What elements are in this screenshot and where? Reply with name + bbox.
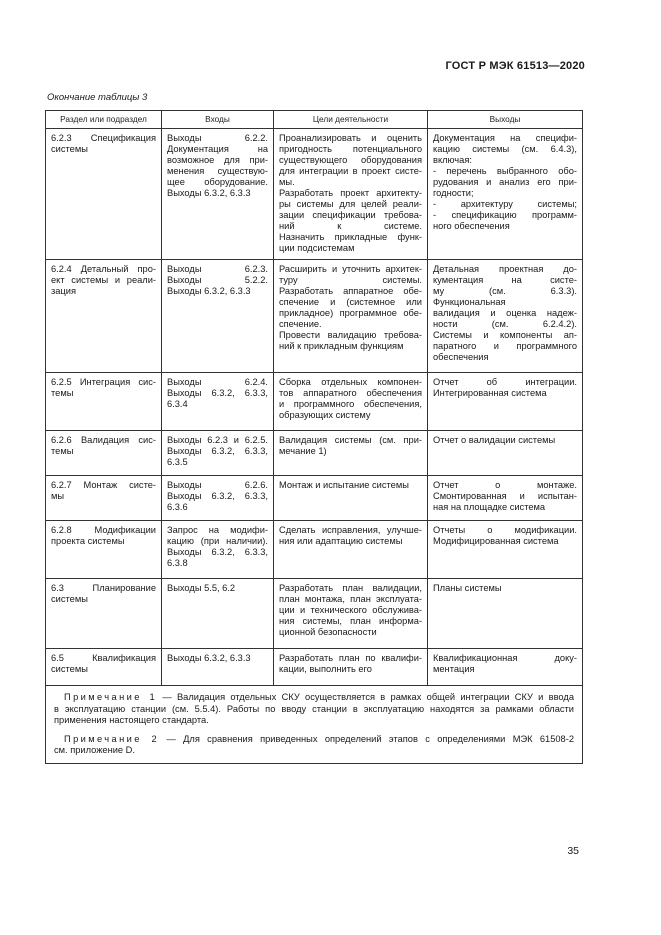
cell-text-line: - перечень выбранного обо- — [433, 166, 577, 176]
cell-text-line: проекта системы — [51, 536, 125, 546]
cell-text-line: Выходы 6.2.3. — [167, 264, 268, 274]
cell-text-line: план монтажа, план эксплуата- — [279, 594, 422, 604]
standard-header: ГОСТ Р МЭК 61513—2020 — [445, 60, 585, 72]
cell-text-line: ры системы для целей реали- — [279, 199, 422, 209]
cell-text-line: Запрос на модифи- — [167, 525, 268, 535]
cell-text-line: спечение и (системное или — [279, 297, 422, 307]
cell-text-line: спечение. — [279, 319, 322, 329]
cell-text-line: мы — [51, 491, 65, 501]
cell-text-line: Квалификационная доку- — [433, 653, 577, 663]
table-row — [46, 579, 583, 649]
table-cell-outputs — [428, 649, 583, 686]
table-cell-inputs — [162, 579, 274, 649]
cell-text-line: существующего оборудования — [279, 155, 422, 165]
note-label: Примечание 2 — [64, 733, 160, 744]
cell-text-line: - архитектуру системы; — [433, 199, 577, 209]
cell-text-line: 6.2.8 Модификации — [51, 525, 156, 535]
cell-text-line: 6.3.4 — [167, 399, 188, 409]
cell-text-line: му (см. 6.3.3). — [433, 286, 577, 296]
cell-text-line: Выходы 6.2.6. — [167, 480, 268, 490]
cell-text-line: Смонтированная и испытан- — [433, 491, 577, 501]
cell-text-line: мечание 1) — [279, 446, 327, 456]
cell-text-line: прикладное) программное обе- — [279, 308, 422, 318]
table-cell-section — [46, 373, 162, 431]
table-cell-section — [46, 260, 162, 373]
cell-text-line: Выходы 6.3.2, 6.3.3, — [167, 491, 268, 501]
cell-text-line: для интеграции в проект систе- — [279, 166, 422, 176]
note-text-line: в эксплуатацию станции (см. 5.5.4). Работы по вводу станции в эксплуатацию находятся за рамками области — [54, 703, 574, 714]
notes-row — [46, 686, 583, 764]
cell-text-line: Функциональная — [433, 297, 506, 307]
page-number: 35 — [567, 845, 579, 857]
cell-text-line: 6.3.5 — [167, 457, 188, 467]
cell-text-line: включая: — [433, 155, 472, 165]
note-text-line — [54, 692, 574, 704]
cell-text-line: ний к прикладным функциям — [279, 341, 404, 351]
cell-text-line: - спецификацию программ- — [433, 210, 577, 220]
cell-text-line: ционной безопасности — [279, 627, 377, 637]
cell-text-line: Отчеты о модификации. — [433, 525, 577, 535]
cell-text-line: и программного обеспечения, — [279, 399, 422, 409]
cell-text-line: туру системы. — [279, 275, 422, 285]
table-cell-outputs — [428, 129, 583, 260]
cell-text-line: Выходы 6.3.2, 6.3.3, — [167, 446, 268, 456]
cell-text-line: щее оборудование. — [167, 177, 268, 187]
cell-text-line: Выходы 6.3.2, 6.3.3 — [167, 188, 251, 198]
table-cell-inputs — [162, 649, 274, 686]
cell-text-line: образующих систему — [279, 410, 371, 420]
cell-text-line: Интегрированная система — [433, 388, 547, 398]
cell-text-line: Выходы 6.3.2, 6.3.3, — [167, 547, 268, 557]
cell-text-line: мы. — [279, 177, 295, 187]
cell-text-line: системы — [51, 664, 88, 674]
table-cell-goals — [274, 260, 428, 373]
cell-text-line: ции подсистемам — [279, 243, 355, 253]
table-cell-goals — [274, 476, 428, 521]
cell-text-line: Выходы 6.2.3 и 6.2.5. — [167, 435, 268, 445]
cell-text-line: системы — [51, 594, 88, 604]
cell-text-line: Разработать план по квалифи- — [279, 653, 422, 663]
cell-text-line: кацию (при наличии). — [167, 536, 268, 546]
note-label: Примечание 1 — [64, 692, 158, 702]
cell-text-line: кументация на систе- — [433, 275, 577, 285]
table-cell-inputs — [162, 373, 274, 431]
cell-text-line: 6.3.8 — [167, 558, 188, 568]
note-text: — Валидация отдельных СКУ осуществляется в рамках общей интеграции СКУ и ввода — [162, 692, 574, 702]
table-cell-goals — [274, 521, 428, 579]
cell-text-line: 6.2.3 Спецификация — [51, 133, 156, 143]
table-cell-inputs — [162, 521, 274, 579]
cell-text-line: возможное для при- — [167, 155, 268, 165]
table-cell-section — [46, 129, 162, 260]
cell-text-line: Валидация системы (см. при- — [279, 435, 422, 445]
table-cell-goals — [274, 373, 428, 431]
table-cell-section — [46, 521, 162, 579]
table-row — [46, 431, 583, 476]
cell-text-line: кации, выполнить его — [279, 664, 372, 674]
cell-text-line: 6.2.6 Валидация сис- — [51, 435, 156, 445]
cell-text-line: Разработать аппаратное обе- — [279, 286, 422, 296]
cell-text-line: Расширить и уточнить архитек- — [279, 264, 422, 274]
cell-text-line: Выходы 6.3.2, 6.3.3 — [167, 286, 251, 296]
table-cell-section — [46, 579, 162, 649]
cell-text-line: ная на площадке система — [433, 502, 546, 512]
cell-text-line: тов аппаратного обеспечения — [279, 388, 422, 398]
cell-text-line: Разработать проект архитекту- — [279, 188, 422, 198]
table-cell-goals — [274, 431, 428, 476]
cell-text-line: кацию системы (см. 6.4.3), — [433, 144, 577, 154]
cell-text-line: Отчет о монтаже. — [433, 480, 577, 490]
cell-text-line: темы — [51, 388, 74, 398]
column-header-section: Раздел или подраздел — [46, 111, 162, 129]
cell-text-line: 6.2.7 Монтаж систе- — [51, 480, 156, 490]
cell-text-line: системы — [51, 144, 88, 154]
cell-text-line: Выходы 6.3.2, 6.3.3, — [167, 388, 268, 398]
cell-text-line: паратного и программного — [433, 341, 577, 351]
table-cell-outputs — [428, 521, 583, 579]
cell-text-line: зация — [51, 286, 76, 296]
table-row — [46, 373, 583, 431]
table-row — [46, 129, 583, 260]
cell-text-line: Отчет о валидации системы — [433, 435, 556, 445]
column-header-inputs: Входы — [162, 111, 274, 129]
table-cell-inputs — [162, 260, 274, 373]
table-cell-inputs — [162, 476, 274, 521]
note-text: — Для сравнения приведенных определений этапов с определениями МЭК 61508-2 — [166, 733, 574, 744]
cell-text-line: ний к системе. — [279, 221, 422, 231]
cell-text-line: Выходы 6.2.4. — [167, 377, 268, 387]
cell-text-line: ции и технического обслужива- — [279, 605, 422, 615]
table-row — [46, 476, 583, 521]
cell-text-line: Выходы 5.2.2. — [167, 275, 268, 285]
note-text-line: см. приложение D. — [54, 745, 135, 755]
table-cell-section — [46, 649, 162, 686]
notes-cell — [46, 686, 583, 764]
cell-text-line: зации спецификации требова- — [279, 210, 422, 220]
cell-text-line: ект системы и реали- — [51, 275, 156, 285]
cell-text-line: Монтаж и испытание системы — [279, 480, 409, 490]
table-cell-outputs — [428, 373, 583, 431]
cell-text-line: Назначить прикладные функ- — [279, 232, 422, 242]
cell-text-line: Выходы 6.3.2, 6.3.3 — [167, 653, 251, 663]
table-cell-inputs — [162, 431, 274, 476]
cell-text-line: Разработать план валидации, — [279, 583, 422, 593]
table-row — [46, 521, 583, 579]
table-cell-section — [46, 431, 162, 476]
table-cell-outputs — [428, 579, 583, 649]
column-header-outputs: Выходы — [428, 111, 583, 129]
table-row — [46, 649, 583, 686]
cell-text-line: пригодность потенциального — [279, 144, 422, 154]
cell-text-line: рудования и анализ его при- — [433, 177, 577, 187]
table-note — [54, 734, 574, 757]
table-caption: Окончание таблицы 3 — [47, 92, 148, 103]
cell-text-line: ния или адаптацию системы — [279, 536, 403, 546]
column-header-goals: Цели деятельности — [274, 111, 428, 129]
cell-text-line: Выходы 5.5, 6.2 — [167, 583, 236, 593]
cell-text-line: 6.5 Квалификация — [51, 653, 156, 663]
table-cell-goals — [274, 129, 428, 260]
table-cell-outputs — [428, 476, 583, 521]
cell-text-line: 6.3.6 — [167, 502, 188, 512]
cell-text-line: 6.2.5 Интеграция сис- — [51, 377, 156, 387]
table-header-row — [46, 111, 583, 129]
cell-text-line: Отчет об интеграции. — [433, 377, 577, 387]
cell-text-line: Выходы 6.2.2. — [167, 133, 268, 143]
table-cell-goals — [274, 579, 428, 649]
note-text-line — [54, 734, 574, 746]
cell-text-line: 6.3 Планирование — [51, 583, 156, 593]
table-cell-outputs — [428, 260, 583, 373]
cell-text-line: Модифицированная система — [433, 536, 559, 546]
cell-text-line: Детальная проектная до- — [433, 264, 577, 274]
note-text-line: применения настоящего стандарта. — [54, 715, 209, 725]
table-cell-outputs — [428, 431, 583, 476]
cell-text-line: Планы системы — [433, 583, 502, 593]
table-cell-inputs — [162, 129, 274, 260]
cell-text-line: Сборка отдельных компонен- — [279, 377, 422, 387]
cell-text-line: ния системы, план информа- — [279, 616, 422, 626]
requirements-table — [45, 110, 583, 764]
cell-text-line: ного обеспечения — [433, 221, 510, 231]
cell-text-line: годности; — [433, 188, 474, 198]
cell-text-line: Документация на специфи- — [433, 133, 577, 143]
cell-text-line: ментация — [433, 664, 475, 674]
cell-text-line: Документация на — [167, 144, 268, 154]
cell-text-line: Провести валидацию требова- — [279, 330, 422, 340]
table-body — [46, 129, 583, 686]
cell-text-line: 6.2.4 Детальный про- — [51, 264, 156, 274]
cell-text-line: обеспечения — [433, 352, 489, 362]
cell-text-line: ности (см. 6.2.4.2). — [433, 319, 577, 329]
table-cell-goals — [274, 649, 428, 686]
table-note — [54, 692, 574, 727]
cell-text-line: Системы и компоненты ап- — [433, 330, 577, 340]
cell-text-line: валидация и оценка надеж- — [433, 308, 577, 318]
cell-text-line: менения существую- — [167, 166, 268, 176]
cell-text-line: Проанализировать и оценить — [279, 133, 422, 143]
cell-text-line: Сделать исправления, улучше- — [279, 525, 422, 535]
table-row — [46, 260, 583, 373]
cell-text-line: темы — [51, 446, 74, 456]
table-cell-section — [46, 476, 162, 521]
